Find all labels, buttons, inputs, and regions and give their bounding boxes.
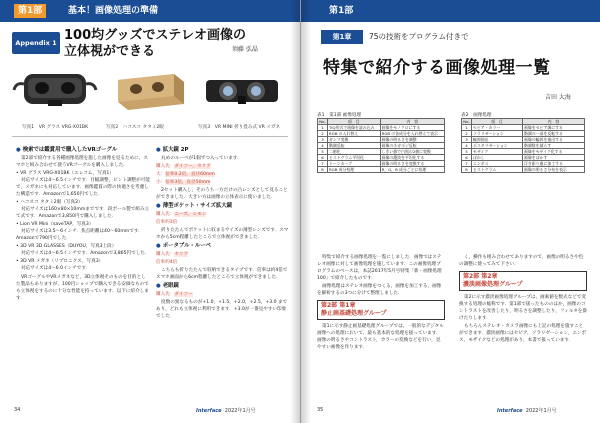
right-column-b [459,254,587,345]
table-cell: ヒストグラム [472,167,523,173]
table-header-cell: 内 容 [523,119,585,125]
table-cell: 画像をモノクロにする [380,125,444,131]
table-cell: 4 [462,143,472,149]
divider [12,136,288,137]
spec-line: 倍率約4倍 [156,260,178,265]
left-column-b [156,146,290,321]
cardboard-viewer-icon [104,60,190,120]
spec-line: 購入先：ダイソー，セリア [156,164,211,169]
table-cell: 階調数を減らす [523,143,585,149]
table-row [318,131,445,137]
section-heading: ● ポータブル・ルーペ [156,242,290,250]
page-number: 34 [14,407,21,413]
table-cell: 浮き彫り風に加工する [523,161,585,167]
right-page-header [301,0,600,22]
paragraph: 画像処理はステレオ画像をつくる，画像を加工する，画像を解析するの3つに分けて整理しました． [317,284,442,296]
table-cell: RGB の各成分を入れ替えて表示 [380,131,444,137]
caption-photo-2: 写真2 ハコスコ タタミ2眼 [106,125,164,130]
list-item: 対応サイズは4～6.0インチです． [21,266,91,271]
table-cell: ポスタリゼーション [472,143,523,149]
spec-line: 購入先：ダイソー [156,292,193,297]
part-label: 第1部 [329,6,354,16]
table-cell: 1 [462,125,472,131]
table-cell: 7 [462,161,472,167]
paragraph: もちろんステレオ・カメラ画像にも上記の処理を施すことができます．濃淡画像にはセピア，ソラリゼーション，エンボス，モザイクなどの処理があり，本書で扱っています． [459,324,587,343]
table-cell: 4 [318,143,328,149]
table-cell: 5 [462,149,472,155]
list-item: • 3D VR 3D GLASSES（DUYOU，写真3上段） [16,244,117,249]
table-cell: 2 [318,131,328,137]
page-number: 35 [317,407,324,413]
section-heading: ● 薄型ポケット・サイズ拡大鏡 [156,202,290,210]
paragraph: VRゴーグルやVRメガネなど，3D立体視そのものを目的とした製品もありますが，100円ショップで購入できる安価なものでも立体視をするのに十分な性能を持っています．以下に紹介します． [16,275,149,301]
spec-line: 購入先：セリア [156,252,189,257]
spec-line: 大：倍率0.2倍，直径60mm [156,172,215,177]
spec-line: 購入先：ニーズ，レモン [156,212,207,217]
table-cell: 二値化 [328,149,381,155]
table-cell: 画像の明るさを変換する [380,161,444,167]
list-item: • Lion VR Mini（saveTAP，写真3） [16,222,94,227]
list-item: • 3D VR メガネ（リプロニクス，写真3） [16,259,104,264]
table-cell: ヒストグラム平坦化 [328,155,381,161]
table-row [318,149,445,155]
table-cell: RGB の入れ替え [328,131,381,137]
spec-line: 小：倍率3倍，直径50mm [156,180,211,185]
paragraph: 折りたたんでポケットに収まるサイズの薄型レンズです．スマホから5cm程離したところで立体視ができました． [156,228,289,240]
paragraph: 度数の異なるものが+1.0，+1.5，+2.0，+2.5，+3.0 まであり，どれも立体視に利用できます．+3.0が一番見やすい印象でした． [156,300,288,319]
paragraph: こちらも折りたたんで収納できるタイプです．倍率は約4倍でスマホ画面から6cm程離したところで立体視ができました． [156,268,288,280]
list-item: 対応サイズは4～6.5インチです．目幅調整，ピント調整が可能で，メガネにも対応しています．画像鑑賞の際の快適さを考慮した構造です．Amazonで1,650円でした． [16,178,150,197]
table-cell: 階調反転 [328,143,381,149]
section-box-chapter: 第2部 第1章 [321,302,356,309]
section-heading: ● 検索では鑑賞用で購入したVRゴーグル [16,146,150,154]
table-cell: 画像の濃淡を平坦化する [380,155,444,161]
table-cell: 6 [462,155,472,161]
photo-vr-mini [196,60,288,120]
table-cell: 3 [318,137,328,143]
paragraph: 第2に示す濃淡画像処理グループは，画素値を数式などで変換する処理の総称です．第1部で扱ったもののほか，画像のコントラストを改善したり，明るさを調整したり，フィルタを掛けたりします． [459,295,587,321]
table-cell: 3 [462,137,472,143]
table-cell: RGB 成分処理 [328,167,381,173]
table-header-cell: 項 目 [472,119,523,125]
paragraph: く，操作も組み合わせてありますので，画像の明るさや色の調整に使ってみて下さい． [459,255,584,267]
footer-brand: Interface 2022年1月号 [196,408,256,414]
table-header-cell: 項 目 [328,119,381,125]
gutter-shadow [290,0,300,423]
article-author: 須藤 弘晶 [232,46,258,53]
section-box [317,300,445,320]
section-box-title: 濃淡画像処理グループ [463,281,523,288]
vr-goggle-icon [12,60,98,120]
chapter-title: 特集で紹介する画像処理一覧 [323,58,551,78]
table-cell: 8 [462,167,472,173]
list-item: 対応サイズは3.5～6インチ．焦点距離は40～60mmです．Amazonで790円でした． [16,229,143,241]
table-row [318,167,445,173]
photo-hacosco [104,60,190,120]
paragraph: 丸めのルーペが1個ずつ入っています． [161,156,242,161]
table-header-cell: No. [319,119,326,124]
table-2 [461,118,585,173]
part-badge: 第1部 [14,4,46,18]
paragraph: 第2部で紹介する各種画像処理を施した画像を見るために，スマホと組み合わせて使うVRゴーグルを購入しました． [16,156,148,168]
table-header-cell: 内 容 [380,119,444,125]
caption-photo-1: 写真1 VR グラス VRG-X01BK [22,125,89,130]
table-cell: 8 [318,167,328,173]
section-heading: ● 老眼鏡 [156,282,290,290]
section-heading: ● 拡大鏡 2P [156,146,290,154]
table-cell: ぼかし [472,155,523,161]
left-column-a [16,146,150,303]
chapter-badge: 第1章 [321,30,363,44]
table-cell: 輪郭抽出 [472,137,523,143]
table-cell: 2 [462,131,472,137]
table-header-cell: No. [463,119,470,124]
table-cell: 画像をモザイク化する [523,149,585,155]
table2-caption: 表2 画像処理 [461,113,492,118]
folding-vr-glasses-icon [196,60,288,120]
table-cell: 7 [318,161,328,167]
table-cell: 画像をぼかす [523,155,585,161]
table-1 [317,118,445,173]
part-title: 基本！画像処理の準備 [68,6,159,16]
right-page [300,0,600,423]
paragraph: 第1に示す静止画基礎処理グループでは，一般的なデジタル画像への処理において，最も基本的な処理を扱っています．画像の明るさやコントラスト，カラーの変換などを行い，見やすい画像を作ります． [317,324,444,350]
caption-photo-3: 写真3 VR MINI 折り畳み式 VR メガネ [198,125,281,130]
table-cell: TIQ形式で画像を読み込み [328,125,381,131]
section-box [459,271,587,291]
spec-line: 倍率約3倍 [156,220,178,225]
list-item: 対応サイズは4～6.5インチです．Amazonで3,865円でした． [21,251,150,256]
section-box-title: 静止画基礎処理グループ [321,310,387,317]
table-cell: モザイク [472,149,523,155]
product-list [16,170,150,272]
table-cell: ソラリゼーション [472,131,523,137]
chapter-author: 吉田 大海 [545,94,571,101]
article-title-line1: 100均グッズでステレオ画像の [64,28,246,43]
table-cell: ガンマ変換 [328,137,381,143]
table-cell: エンボス [472,161,523,167]
list-item: • ハコスコ タタミ2眼（写真2） [16,200,83,205]
table-cell: セピア・カラー [472,125,523,131]
chapter-subtitle: 75の技術をプログラム付きで [369,32,469,41]
gutter-shadow [301,0,311,423]
table-cell: 画像の輪郭を抽出する [523,137,585,143]
list-item: 対応サイズは160×80×10mmまでです．段ボール製で組み立て式です．Amazonで3,850円で購入しました． [16,207,150,219]
appendix-badge: Appendix 1 [12,32,60,54]
table-cell: 1 [318,125,328,131]
table-cell: 階調の一部を反転する [523,131,585,137]
right-column-a [317,254,445,352]
section-box-chapter: 第2部 第2章 [463,273,498,280]
table-cell: R，G，B 成分ごとに処理 [380,167,444,173]
table-cell: 画像のネガポジ反転 [380,143,444,149]
footer-brand: Interface 2022年1月号 [497,408,557,414]
table-cell: 5 [318,149,328,155]
table1-caption: 表1 第1部 画像処理 [317,113,362,118]
table-cell: しきい値で白黒の2値に変換 [380,149,444,155]
table-row [462,167,585,173]
left-page-header [0,0,300,22]
photo-vr-glasses [12,60,98,120]
paragraph: 特集で紹介する画像処理を一覧にしました．画像ではステレオ画像に対して画像処理を施しています．この画像処理プログラムのベースは，本誌2017年5月号特集「新・画像処理100」で紹介したものです． [317,255,442,281]
table-cell: 画像の明るさを調整 [380,137,444,143]
paragraph: 2セット購入し，そのうち一方だけの凸レンズとして見ることができました．大きい方は画像の立体表示に使いました． [156,188,288,200]
table-cell: 6 [318,155,328,161]
article-title-line2: 立体視ができる [64,44,156,59]
table-cell: 画像の明るさ分布を表示 [523,167,585,173]
list-item: • VR グラス VRG-X01BK（エレコム，写真1） [16,171,114,176]
table-cell: 画像をセピア調にする [523,125,585,131]
table-cell: トーンカーブ [328,161,381,167]
